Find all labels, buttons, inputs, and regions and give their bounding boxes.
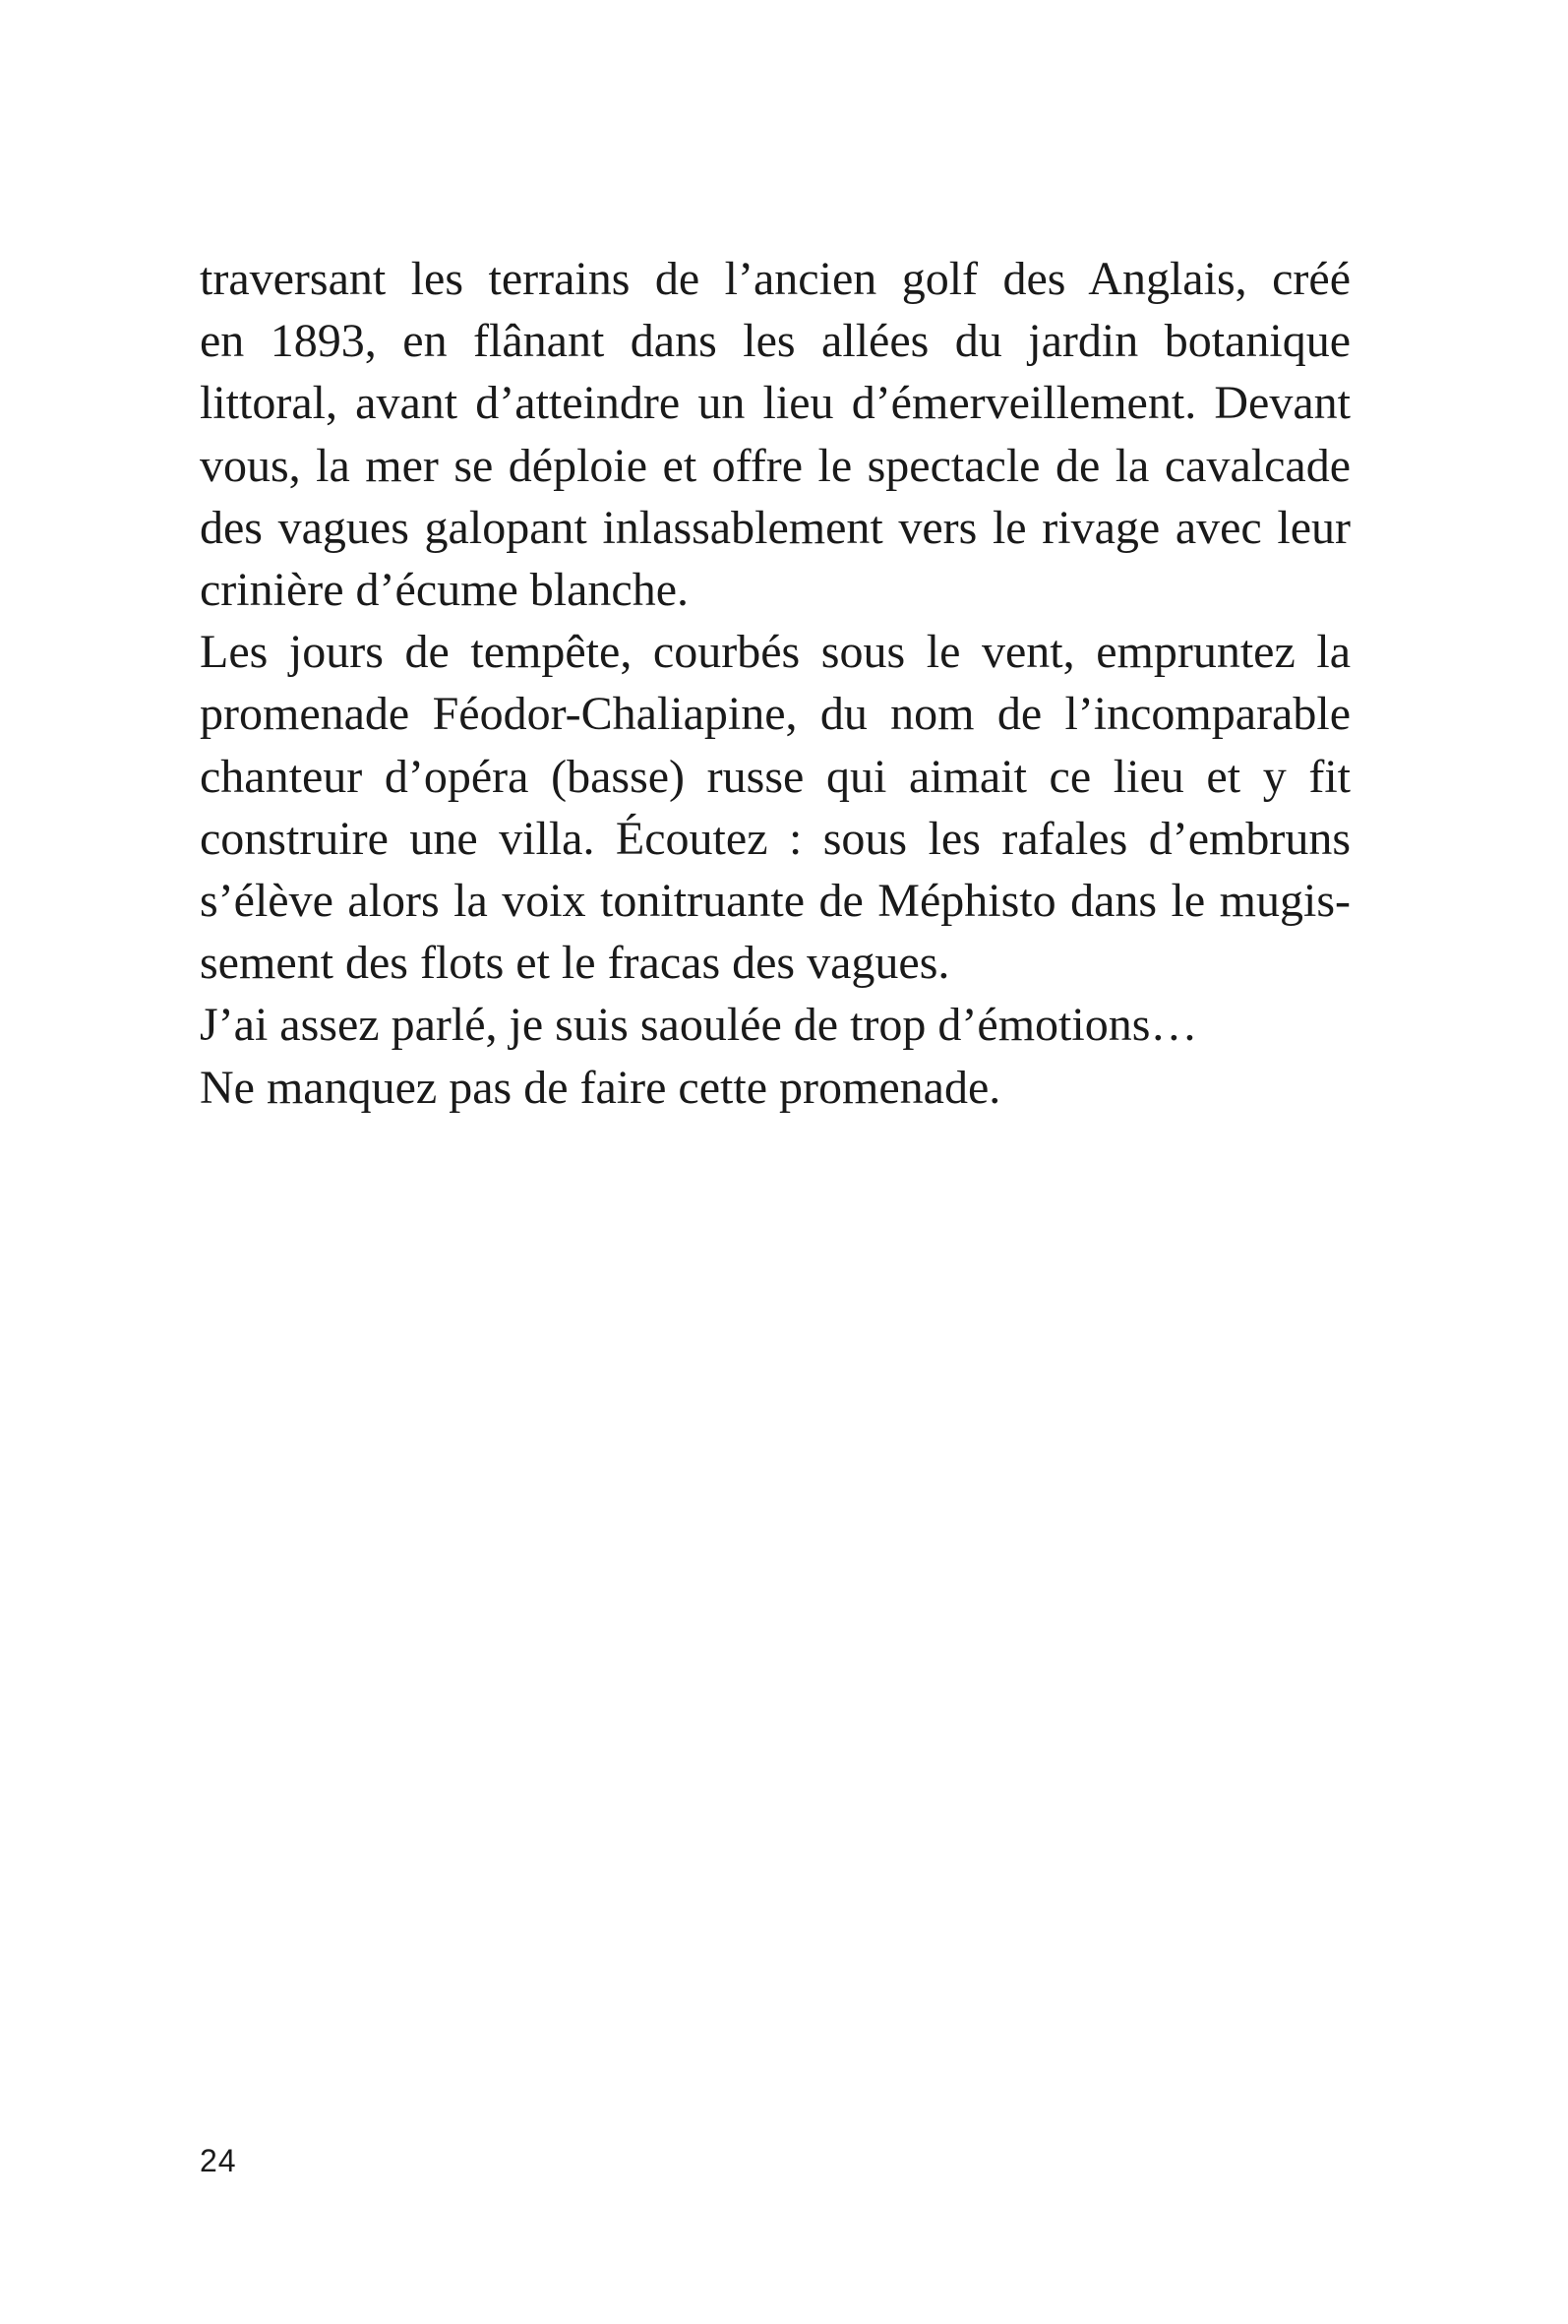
text-line: s’élève alors la voix tonitruante de Méphisto dans le mugis- <box>200 875 1351 928</box>
text-line: promenade Féodor-Chaliapine, du nom de l’incomparable <box>200 688 1351 741</box>
text-line: J’ai assez parlé, je suis saoulée de trop d’émotions… <box>200 999 1198 1052</box>
text-line: des vagues galopant inlassablement vers le rivage avec leur <box>200 501 1351 554</box>
text-line: en 1893, en flânant dans les allées du jardin botanique <box>200 315 1351 368</box>
text-line: Les jours de tempête, courbés sous le vent, empruntez la <box>200 626 1351 679</box>
text-line: traversant les terrains de l’ancien golf des Anglais, créé <box>200 253 1351 305</box>
text-line: vous, la mer se déploie et offre le spectacle de la cavalcade <box>200 439 1351 492</box>
text-line: construire une villa. Écoutez : sous les rafales d’embruns <box>200 812 1351 865</box>
page-number: 24 <box>200 2143 237 2178</box>
text-line: chanteur d’opéra (basse) russe qui aimait ce lieu et y fit <box>200 750 1351 803</box>
text-line: Ne manquez pas de faire cette promenade. <box>200 1061 1001 1114</box>
text-line: sement des flots et le fracas des vagues. <box>200 937 950 990</box>
text-line: littoral, avant d’atteindre un lieu d’émerveillement. Devant <box>200 377 1351 430</box>
body-text <box>200 248 1351 1119</box>
text-line: crinière d’écume blanche. <box>200 564 690 617</box>
